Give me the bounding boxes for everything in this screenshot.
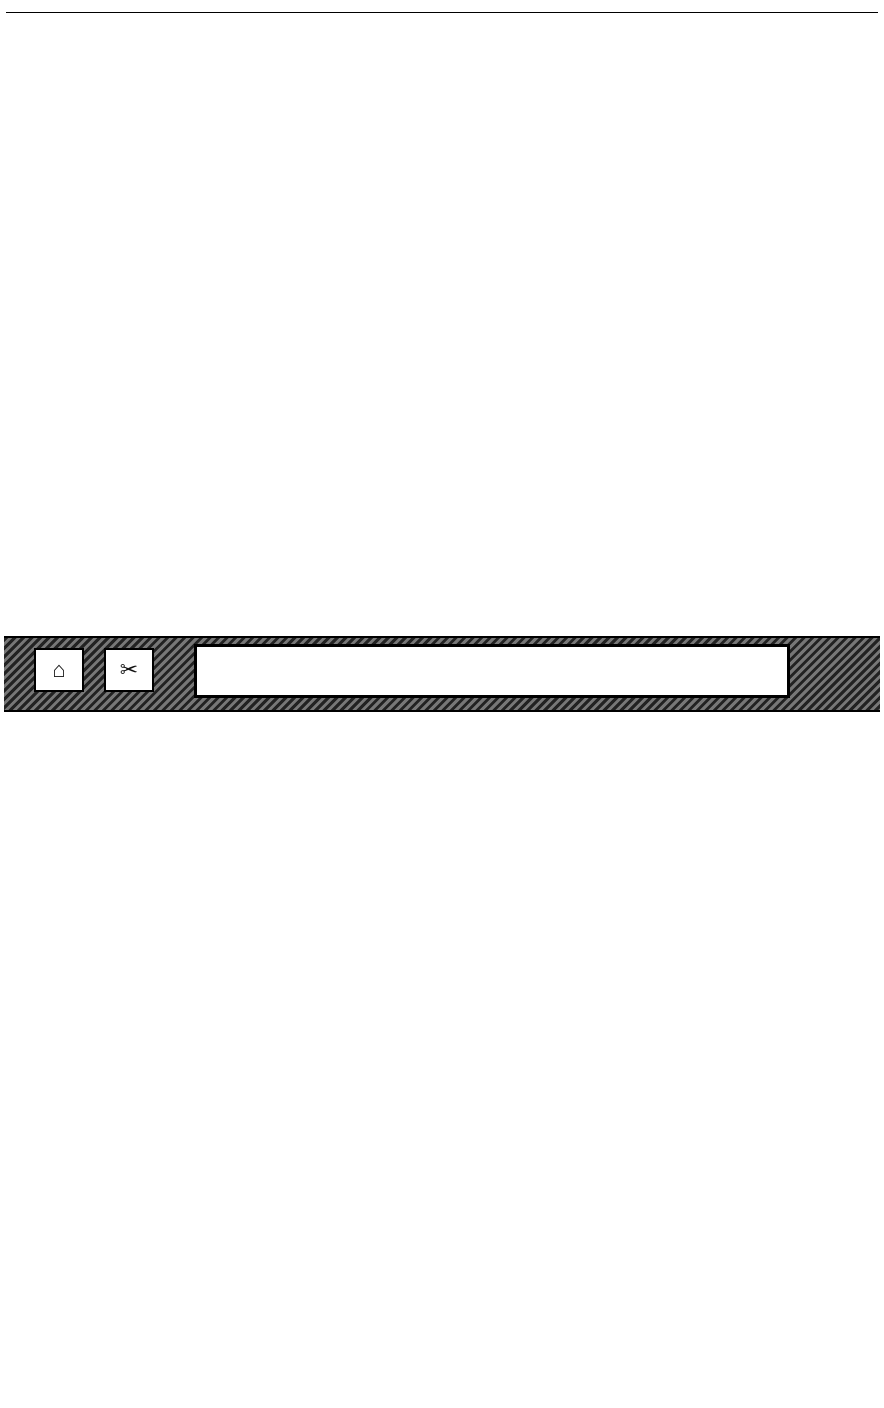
tools-icon: ✂ [104,648,154,692]
running-header [6,0,878,13]
help-wanted-section [4,14,880,632]
banner-title-box [194,644,790,698]
house-icon: ⌂ [34,648,84,692]
service-guide-section [4,714,880,1404]
home-service-guide-banner [4,636,880,712]
